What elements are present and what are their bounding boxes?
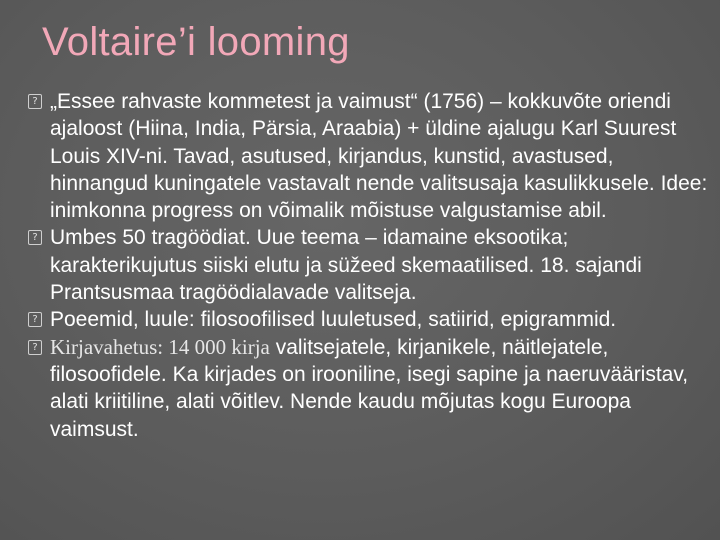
- bullet-item-1: [28, 88, 708, 224]
- bullet-marker-icon: ?: [28, 94, 42, 109]
- slide-title: Voltaire’i looming: [42, 20, 350, 64]
- bullet-text: „Essee rahvaste kommetest ja vaimust“ (1756) – kokkuvõte oriendi ajaloost (Hiina, India, Pärsia, Araabia) + üldine ajalugu Karl Suurest Louis XIV-ni. Tavad, asutused, kirjandus, kunstid, avastused, hinnangud kuningatele vastavalt nende valitsusaja kasulikkusele. Idee: inimkonna progress on võimalik mõistuse valgustamise abil.: [50, 90, 708, 223]
- bullet-text: valitsejatele, kirjanikele, näitlejatele, filosoofidele. Ka kirjades on irooniline, isegi sapine ja naeruvääristav, alati kriitiline, alati võitlev. Nende kaudu mõjutas kogu Euroopa vaimsust.: [50, 335, 689, 441]
- bullet-text: Poeemid, luule: filosoofilised luuletused, satiirid, epigrammid.: [50, 308, 617, 332]
- bullet-item-3: [28, 306, 708, 333]
- bullet-list: [28, 88, 708, 443]
- bullet-marker-icon: ?: [28, 312, 42, 327]
- bullet-text: Umbes 50 tragöödiat. Uue teema – idamaine eksootika; karakterikujutus siiski elutu ja süžeed skemaatilised. 18. sajandi Prantsusmaa tragöödialavade valitseja.: [50, 226, 642, 305]
- bullet-marker-icon: ?: [28, 230, 42, 245]
- bullet-item-4: [28, 334, 708, 443]
- bullet-marker-icon: ?: [28, 340, 42, 355]
- bullet-item-2: [28, 224, 708, 306]
- bullet-text-serif: Kirjavahetus: 14 000 kirja: [50, 334, 270, 359]
